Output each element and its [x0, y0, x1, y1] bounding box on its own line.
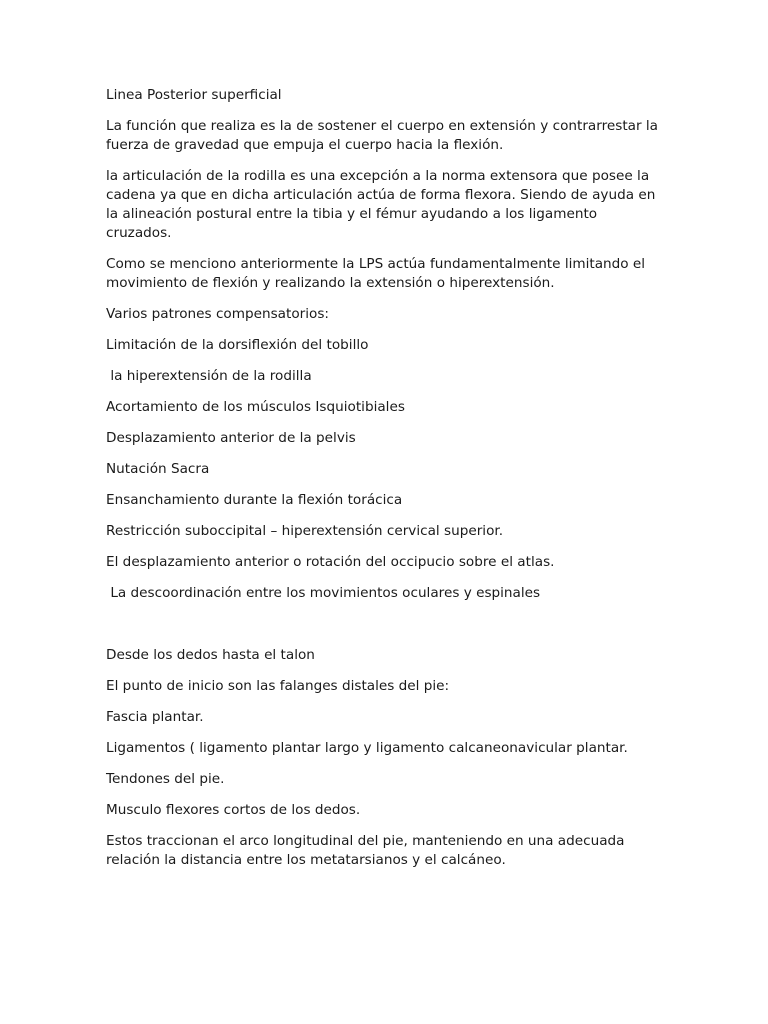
- section-heading-toes-to-heel: Desde los dedos hasta el talon: [106, 647, 315, 663]
- paragraph-starting-point: El punto de inicio son las falanges distales del pie:: [106, 678, 450, 694]
- list-item: Restricción suboccipital – hiperextensión cervical superior.: [106, 523, 504, 539]
- paragraph-lps-action: Como se menciono anteriormente la LPS actúa fundamentalmente limitando el movimiento de flexión y realizando la extensión o hiperextensión.: [106, 256, 650, 291]
- compensatory-patterns-heading: Varios patrones compensatorios:: [106, 306, 329, 322]
- list-item: Fascia plantar.: [106, 709, 204, 725]
- list-item: La descoordinación entre los movimientos oculares y espinales: [106, 585, 541, 601]
- document-title: Linea Posterior superficial: [106, 87, 282, 103]
- list-item: la hiperextensión de la rodilla: [106, 368, 312, 384]
- list-item: Acortamiento de los músculos Isquiotibiales: [106, 399, 405, 415]
- list-item: Ensanchamiento durante la flexión torácica: [106, 492, 403, 508]
- list-item: Desplazamiento anterior de la pelvis: [106, 430, 356, 446]
- paragraph-knee-exception: la articulación de la rodilla es una excepción a la norma extensora que posee la cadena ya que en dicha articulación actúa de forma flexora. Siendo de ayuda en la alineación postural entre la tibia y el fémur ayudando a los ligamento cruzados.: [106, 168, 660, 241]
- list-item: Musculo flexores cortos de los dedos.: [106, 802, 361, 818]
- list-item: Limitación de la dorsiflexión del tobillo: [106, 337, 369, 353]
- list-item: Ligamentos ( ligamento plantar largo y ligamento calcaneonavicular plantar.: [106, 740, 628, 756]
- list-item: Nutación Sacra: [106, 461, 210, 477]
- paragraph-arch-traction: Estos traccionan el arco longitudinal del pie, manteniendo en una adecuada relación la distancia entre los metatarsianos y el calcáneo.: [106, 833, 629, 868]
- list-item: Tendones del pie.: [106, 771, 225, 787]
- document-body: [106, 86, 666, 882]
- paragraph-function: La función que realiza es la de sostener el cuerpo en extensión y contrarrestar la fuerza de gravedad que empuja el cuerpo hacia la flexión.: [106, 118, 663, 153]
- list-item: El desplazamiento anterior o rotación del occipucio sobre el atlas.: [106, 554, 555, 570]
